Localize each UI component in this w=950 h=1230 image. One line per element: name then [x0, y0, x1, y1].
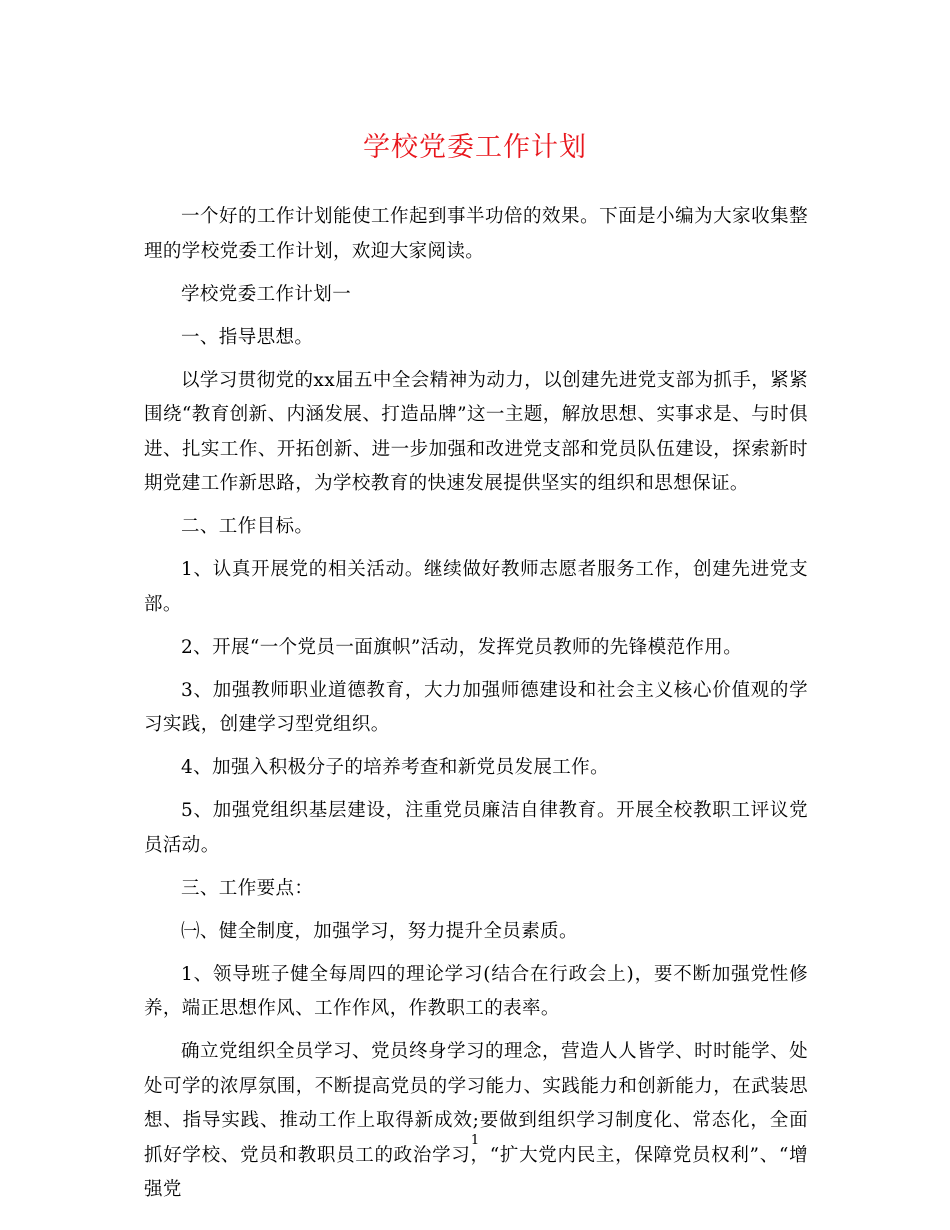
section-heading: 三、工作要点：: [181, 877, 314, 899]
page-number: 1: [470, 1133, 480, 1148]
list-item: 3、加强教师职业道德教育，大力加强师德建设和社会主义核心价值观的学习实践，创建学习型党组织。: [144, 679, 808, 735]
list-item: 1、认真开展党的相关活动。继续做好教师志愿者服务工作，创建先进党支部。: [144, 559, 808, 615]
section-heading: 一、指导思想。: [181, 326, 314, 348]
paragraph: 确立党组织全员学习、党员终身学习的理念，营造人人皆学、时时能学、处处可学的浓厚氛围，不断提高党员的学习能力、实践能力和创新能力，在武装思想、指导实践、推动工作上取得新成效;要做到组织学习制度化、常态化，全面抓好学校、党员和教职员工的政治学习，“扩大党内民主，保障党员权利”、“增强党: [144, 1041, 808, 1200]
list-item: 5、加强党组织基层建设，注重党员廉洁自律教育。开展全校教职工评议党员活动。: [144, 800, 808, 856]
section-heading: 二、工作目标。: [181, 516, 314, 537]
paragraph: 一个好的工作计划能使工作起到事半功倍的效果。下面是小编为大家收集整理的学校党委工作计划，欢迎大家阅读。: [144, 206, 808, 262]
document-body: [144, 200, 808, 1216]
subsection-heading: ㈠、健全制度，加强学习，努力提升全员素质。: [181, 920, 578, 942]
list-item: 1、领导班子健全每周四的理论学习(结合在行政会上)，要不断加强党性修养，端正思想作风、工作作风，作教职工的表率。: [144, 963, 808, 1019]
list-item: 2、开展“一个党员一面旗帜”活动，发挥党员教师的先锋模范作用。: [181, 636, 743, 658]
section-heading: 学校党委工作计划一: [181, 283, 352, 305]
document-title: 学校党委工作计划: [363, 132, 587, 163]
paragraph: 以学习贯彻党的xx届五中全会精神为动力，以创建先进党支部为抓手，紧紧围绕“教育创新、内涵发展、打造品牌”这一主题，解放思想、实事求是、与时俱进、扎实工作、开拓创新、进一步加强和改进党支部和党员队伍建设，探索新时期党建工作新思路，为学校教育的快速发展提供坚实的组织和思想保证。: [144, 369, 808, 494]
list-item: 4、加强入积极分子的培养考查和新党员发展工作。: [181, 757, 609, 778]
